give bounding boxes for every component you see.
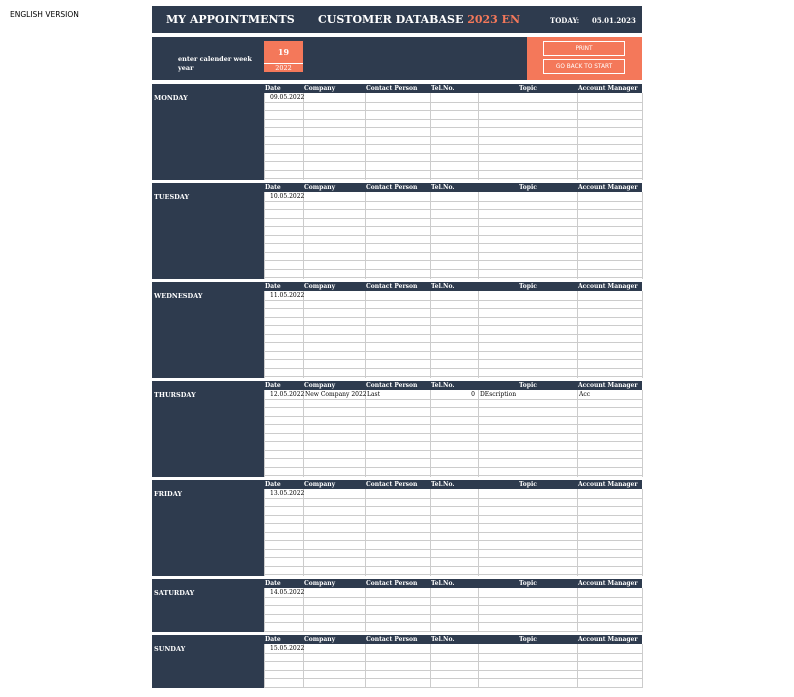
column-header: Tel.No. <box>431 580 455 587</box>
cell-tel[interactable]: 0 <box>471 391 475 398</box>
day-name: THURSDAY <box>154 391 196 399</box>
column-header: Date <box>265 382 281 389</box>
today-value: 05.01.2023 <box>592 16 636 25</box>
day-name: FRIDAY <box>154 490 183 498</box>
column-header: Topic <box>519 636 537 643</box>
column-divider <box>264 192 265 279</box>
row-divider <box>264 458 642 459</box>
column-header: Company <box>304 184 336 191</box>
row-divider <box>264 144 642 145</box>
column-divider <box>642 644 643 688</box>
cell-topic[interactable]: DEscription <box>480 391 517 398</box>
column-divider <box>430 390 431 477</box>
row-divider <box>264 243 642 244</box>
column-header: Contact Person <box>366 184 418 191</box>
column-header: Topic <box>519 481 537 488</box>
row-divider <box>264 334 642 335</box>
column-divider <box>430 588 431 632</box>
column-divider <box>478 489 479 576</box>
row-divider <box>264 441 642 442</box>
row-divider <box>264 300 642 301</box>
column-divider <box>365 93 366 180</box>
column-divider <box>577 291 578 378</box>
table-header <box>264 183 642 192</box>
cell-date[interactable]: 13.05.2022 <box>270 490 305 497</box>
column-header: Topic <box>519 382 537 389</box>
column-divider <box>264 390 265 477</box>
appointment-table <box>264 282 642 378</box>
row-divider <box>264 277 642 278</box>
column-header: Topic <box>519 184 537 191</box>
column-header: Account Manager <box>578 184 638 191</box>
row-divider <box>264 359 642 360</box>
table-header <box>264 381 642 390</box>
row-divider <box>264 424 642 425</box>
day-name: MONDAY <box>154 94 188 102</box>
column-header: Company <box>304 382 336 389</box>
row-divider <box>264 252 642 253</box>
year-field[interactable]: 2022 <box>264 63 303 73</box>
column-divider <box>365 291 366 378</box>
column-divider <box>264 489 265 576</box>
day-section-tuesday <box>152 183 642 279</box>
row-divider <box>264 532 642 533</box>
column-divider <box>430 192 431 279</box>
column-divider <box>365 588 366 632</box>
day-name: TUESDAY <box>154 193 190 201</box>
action-buttons <box>527 37 642 80</box>
day-section-monday <box>152 84 642 180</box>
column-header: Tel.No. <box>431 382 455 389</box>
row-divider <box>264 661 642 662</box>
column-divider <box>303 291 304 378</box>
row-divider <box>264 653 642 654</box>
column-divider <box>430 291 431 378</box>
day-name: SATURDAY <box>154 589 195 597</box>
column-header: Date <box>265 85 281 92</box>
day-label-panel <box>152 84 264 180</box>
day-section-sunday <box>152 635 642 688</box>
column-header: Account Manager <box>578 283 638 290</box>
table-body <box>264 93 642 180</box>
row-divider <box>264 678 642 679</box>
row-divider <box>264 153 642 154</box>
app-title: MY APPOINTMENTS <box>166 13 295 26</box>
database-year: 2023 EN <box>467 13 521 26</box>
column-divider <box>430 489 431 576</box>
row-divider <box>264 416 642 417</box>
row-divider <box>264 161 642 162</box>
day-section-wednesday <box>152 282 642 378</box>
row-divider <box>264 119 642 120</box>
cell-manager[interactable]: Acc <box>579 391 591 398</box>
column-header: Company <box>304 636 336 643</box>
column-header: Date <box>265 283 281 290</box>
row-divider <box>264 351 642 352</box>
database-title-text: CUSTOMER DATABASE <box>318 13 464 26</box>
week-year-input[interactable] <box>264 41 303 72</box>
row-divider <box>264 178 642 179</box>
day-section-saturday <box>152 579 642 632</box>
row-divider <box>264 170 642 171</box>
column-divider <box>303 192 304 279</box>
column-divider <box>264 93 265 180</box>
column-divider <box>642 291 643 378</box>
column-header: Date <box>265 481 281 488</box>
row-divider <box>264 687 642 688</box>
appointment-table <box>264 183 642 279</box>
row-divider <box>264 566 642 567</box>
column-header: Contact Person <box>366 283 418 290</box>
column-divider <box>478 588 479 632</box>
day-label-panel <box>152 579 264 632</box>
cell-date[interactable]: 11.05.2022 <box>270 292 305 299</box>
cell-date[interactable]: 15.05.2022 <box>270 645 305 652</box>
table-body <box>264 489 642 576</box>
table-body <box>264 644 642 688</box>
row-divider <box>264 614 642 615</box>
cell-company[interactable]: New Company 2022 <box>305 391 367 398</box>
row-divider <box>264 376 642 377</box>
row-divider <box>264 260 642 261</box>
column-divider <box>303 93 304 180</box>
week-input-label: enter calender week <box>178 55 252 63</box>
day-name: WEDNESDAY <box>154 292 203 300</box>
day-name: SUNDAY <box>154 645 186 653</box>
table-header <box>264 84 642 93</box>
column-divider <box>365 390 366 477</box>
row-divider <box>264 110 642 111</box>
row-divider <box>264 574 642 575</box>
control-panel <box>152 37 642 80</box>
row-divider <box>264 475 642 476</box>
go-back-to-start-button[interactable]: GO BACK TO START <box>543 59 625 74</box>
column-divider <box>264 291 265 378</box>
row-divider <box>264 549 642 550</box>
column-header: Company <box>304 283 336 290</box>
cell-date[interactable]: 12.05.2022 <box>270 391 305 398</box>
appointment-table <box>264 480 642 576</box>
column-divider <box>478 644 479 688</box>
appointment-table <box>264 381 642 477</box>
column-divider <box>303 390 304 477</box>
row-divider <box>264 540 642 541</box>
appointment-table <box>264 635 642 688</box>
database-title <box>318 13 520 26</box>
year-input-label: year <box>178 64 194 72</box>
title-banner <box>152 6 642 33</box>
table-header <box>264 635 642 644</box>
day-label-panel <box>152 635 264 688</box>
row-divider <box>264 523 642 524</box>
column-header: Date <box>265 184 281 191</box>
row-divider <box>264 136 642 137</box>
row-divider <box>264 235 642 236</box>
table-header <box>264 282 642 291</box>
cell-date[interactable]: 10.05.2022 <box>270 193 305 200</box>
column-divider <box>642 489 643 576</box>
column-header: Topic <box>519 580 537 587</box>
row-divider <box>264 605 642 606</box>
column-divider <box>642 390 643 477</box>
column-divider <box>365 489 366 576</box>
row-divider <box>264 506 642 507</box>
row-divider <box>264 102 642 103</box>
cell-contact[interactable]: Last <box>367 391 381 398</box>
column-header: Account Manager <box>578 580 638 587</box>
row-divider <box>264 201 642 202</box>
day-label-panel <box>152 282 264 378</box>
row-divider <box>264 218 642 219</box>
column-divider <box>478 192 479 279</box>
row-divider <box>264 368 642 369</box>
row-divider <box>264 515 642 516</box>
table-body <box>264 588 642 632</box>
row-divider <box>264 127 642 128</box>
row-divider <box>264 342 642 343</box>
row-divider <box>264 498 642 499</box>
week-number-field[interactable]: 19 <box>277 47 290 57</box>
column-divider <box>577 93 578 180</box>
column-divider <box>430 93 431 180</box>
column-header: Date <box>265 636 281 643</box>
column-divider <box>642 93 643 180</box>
day-label-panel <box>152 480 264 576</box>
appointment-table <box>264 579 642 632</box>
column-divider <box>365 192 366 279</box>
column-header: Tel.No. <box>431 636 455 643</box>
day-section-thursday <box>152 381 642 477</box>
row-divider <box>264 433 642 434</box>
column-header: Contact Person <box>366 85 418 92</box>
column-divider <box>478 93 479 180</box>
appointment-table <box>264 84 642 180</box>
column-divider <box>430 644 431 688</box>
row-divider <box>264 597 642 598</box>
column-header: Company <box>304 481 336 488</box>
row-divider <box>264 557 642 558</box>
column-header: Account Manager <box>578 481 638 488</box>
row-divider <box>264 622 642 623</box>
row-divider <box>264 269 642 270</box>
column-header: Topic <box>519 85 537 92</box>
column-header: Topic <box>519 283 537 290</box>
column-header: Tel.No. <box>431 184 455 191</box>
language-version-label: ENGLISH VERSION <box>10 10 79 19</box>
today-label: TODAY: <box>550 16 580 25</box>
row-divider <box>264 467 642 468</box>
column-header: Date <box>265 580 281 587</box>
column-divider <box>577 644 578 688</box>
table-header <box>264 579 642 588</box>
cell-date[interactable]: 09.05.2022 <box>270 94 305 101</box>
day-label-panel <box>152 381 264 477</box>
row-divider <box>264 670 642 671</box>
day-label-panel <box>152 183 264 279</box>
column-header: Contact Person <box>366 636 418 643</box>
column-header: Tel.No. <box>431 481 455 488</box>
column-header: Tel.No. <box>431 85 455 92</box>
column-divider <box>264 588 265 632</box>
column-header: Contact Person <box>366 382 418 389</box>
table-body <box>264 192 642 279</box>
row-divider <box>264 308 642 309</box>
table-body <box>264 291 642 378</box>
column-divider <box>577 588 578 632</box>
table-header <box>264 480 642 489</box>
column-divider <box>365 644 366 688</box>
column-divider <box>264 644 265 688</box>
column-divider <box>642 588 643 632</box>
column-divider <box>642 192 643 279</box>
column-divider <box>577 192 578 279</box>
column-header: Account Manager <box>578 85 638 92</box>
column-divider <box>478 291 479 378</box>
column-divider <box>478 390 479 477</box>
table-body <box>264 390 642 477</box>
column-header: Tel.No. <box>431 283 455 290</box>
column-divider <box>303 489 304 576</box>
print-button[interactable]: PRINT <box>543 41 625 56</box>
column-header: Company <box>304 580 336 587</box>
day-section-friday <box>152 480 642 576</box>
row-divider <box>264 450 642 451</box>
row-divider <box>264 407 642 408</box>
row-divider <box>264 325 642 326</box>
column-divider <box>577 489 578 576</box>
column-header: Contact Person <box>366 481 418 488</box>
column-header: Contact Person <box>366 580 418 587</box>
row-divider <box>264 209 642 210</box>
column-header: Account Manager <box>578 382 638 389</box>
column-divider <box>577 390 578 477</box>
row-divider <box>264 317 642 318</box>
row-divider <box>264 631 642 632</box>
column-header: Account Manager <box>578 636 638 643</box>
cell-date[interactable]: 14.05.2022 <box>270 589 305 596</box>
column-header: Company <box>304 85 336 92</box>
row-divider <box>264 226 642 227</box>
